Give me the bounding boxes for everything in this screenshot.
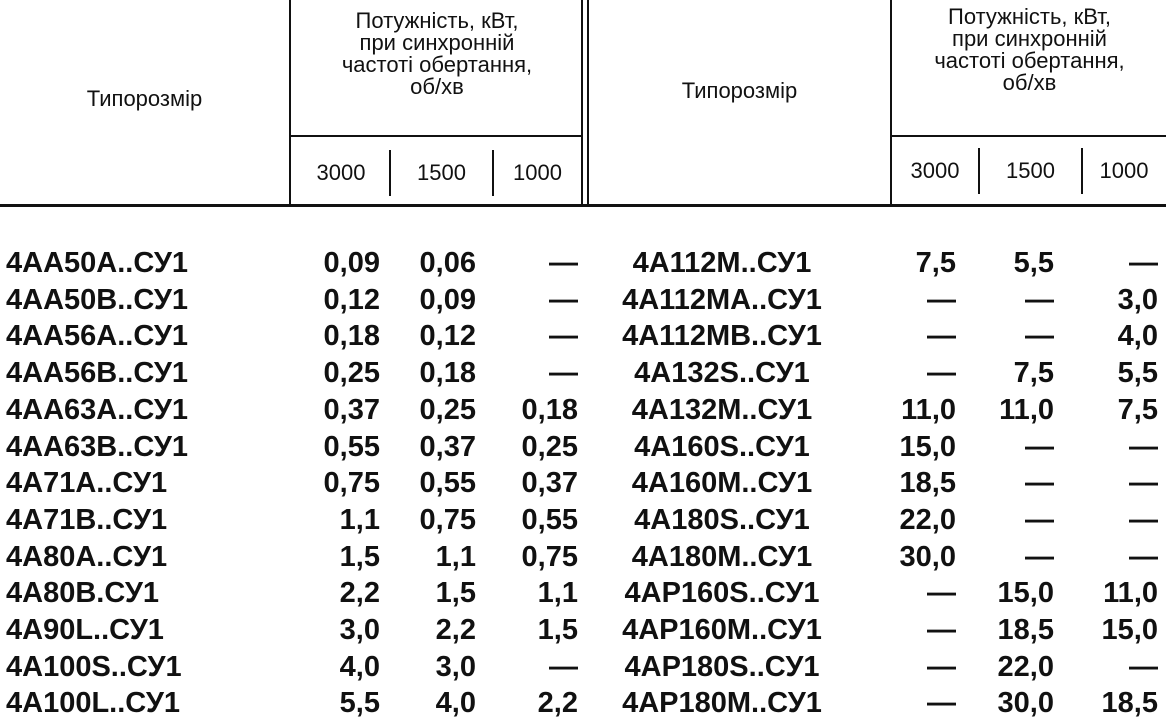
left-power-3000-cell: 0,12 [323, 283, 380, 316]
left-power-3000-cell: 3,0 [339, 614, 380, 646]
right-power-1500-cell: — [1025, 320, 1054, 353]
left-speed-1000: 1000 [513, 160, 562, 185]
right-power-3000-cell: — [927, 320, 956, 353]
center-double-separator-a [581, 0, 583, 204]
left-power-1500-cell: 1,1 [435, 540, 476, 573]
left-power-3000-cell: 1,1 [339, 503, 380, 536]
left-type-cell: 4А100L..СУ1 [6, 687, 181, 720]
left-power-1500-cell: 1,5 [435, 577, 476, 610]
right-power-1500-cell: 22,0 [997, 650, 1054, 683]
left-power-1000-cell: 0,18 [521, 393, 578, 426]
left-speed-separator-2 [492, 150, 494, 196]
left-power-1500-cell: 2,2 [435, 614, 476, 646]
right-power-1000-cell: — [1129, 650, 1158, 683]
right-power-divider-rule [892, 135, 1166, 137]
right-power-1000-cell: 4,0 [1117, 320, 1158, 353]
right-power-1500-cell: — [1025, 467, 1054, 500]
right-power-3000-cell: 7,5 [915, 247, 956, 279]
right-power-1000-cell: 18,5 [1101, 687, 1158, 720]
right-speed-3000: 3000 [910, 158, 960, 183]
right-power-1000-cell: — [1129, 503, 1158, 536]
left-type-cell: 4А80В.СУ1 [6, 577, 160, 610]
right-power-1500-cell: — [1025, 283, 1054, 316]
left-power-1000-cell: — [549, 247, 578, 279]
right-type-cell: 4А112МВ..СУ1 [622, 320, 822, 353]
left-power-1000-cell: 0,55 [521, 503, 578, 536]
right-power-1000-cell: — [1129, 540, 1158, 573]
right-power-1500-cell: 30,0 [997, 687, 1054, 720]
right-type-cell: 4А132М..СУ1 [631, 393, 813, 426]
right-speed-separator-2 [1081, 148, 1083, 194]
right-power-3000-cell: — [927, 650, 956, 683]
right-type-cell: 4А112МА..СУ1 [622, 283, 822, 316]
right-power-1500-cell: 7,5 [1013, 357, 1054, 390]
left-power-3000-cell: 1,5 [339, 540, 380, 573]
left-type-cell: 4АА63В..СУ1 [6, 430, 189, 463]
left-power-3000-cell: 5,5 [339, 687, 380, 720]
right-type-cell: 4А160М..СУ1 [631, 467, 813, 500]
right-power-1500-cell: 5,5 [1013, 247, 1054, 279]
right-power-3000-cell: — [927, 687, 956, 720]
right-type-cell: 4АР160М..СУ1 [622, 614, 822, 646]
right-power-1000-cell: 5,5 [1117, 357, 1158, 390]
left-power-3000-cell: 0,75 [323, 467, 380, 500]
left-speed-separator-1 [389, 150, 391, 196]
left-type-cell: 4АА50В..СУ1 [6, 283, 189, 316]
left-power-1000-cell: — [549, 650, 578, 683]
right-type-cell: 4АР180S..СУ1 [624, 650, 820, 683]
right-speed-separator-1 [978, 148, 980, 194]
left-power-3000-cell: 0,37 [323, 393, 380, 426]
left-power-3000-cell: 0,18 [323, 320, 380, 353]
left-power-1500-cell: 0,75 [419, 503, 476, 536]
left-power-3000-cell: 4,0 [339, 650, 380, 683]
right-type-cell: 4А160S..СУ1 [634, 430, 810, 463]
left-power-3000-cell: 0,55 [323, 430, 380, 463]
right-type-cell: 4А132S..СУ1 [634, 357, 810, 390]
left-power-1500-cell: 0,09 [419, 283, 476, 316]
left-type-cell: 4АА63А..СУ1 [6, 393, 189, 426]
right-power-1000-cell: 3,0 [1117, 283, 1158, 316]
right-speed-1000: 1000 [1099, 158, 1149, 183]
left-type-cell: 4А71А..СУ1 [6, 467, 168, 500]
right-power-1500-cell: 15,0 [997, 577, 1054, 610]
left-power-1500-cell: 3,0 [435, 650, 476, 683]
right-power-1000-cell: 7,5 [1117, 393, 1158, 426]
left-type-cell: 4А80А..СУ1 [6, 540, 168, 573]
left-type-separator [289, 0, 291, 204]
right-type-separator [890, 0, 892, 204]
left-speed-3000: 3000 [316, 160, 366, 185]
right-power-1500-cell: — [1025, 430, 1054, 463]
left-type-header: Типорозмір [86, 86, 203, 111]
right-power-1500-cell: — [1025, 540, 1054, 573]
left-power-3000-cell: 2,2 [339, 577, 380, 610]
right-power-3000-cell: 22,0 [899, 503, 956, 536]
left-power-header: Потужність, кВт, при синхронній частоті обертання, об/хв [341, 8, 533, 99]
left-power-1000-cell: — [549, 320, 578, 353]
right-power-3000-cell: 15,0 [899, 430, 956, 463]
right-type-cell: 4А112М..СУ1 [632, 247, 812, 279]
right-power-1000-cell: — [1129, 247, 1158, 279]
right-power-3000-cell: 18,5 [899, 467, 956, 500]
left-power-1500-cell: 0,37 [419, 430, 476, 463]
right-power-header: Потужність, кВт, при синхронній частоті обертання, об/хв [934, 4, 1125, 95]
left-power-3000-cell: 0,25 [323, 357, 380, 390]
right-power-3000-cell: — [927, 577, 956, 610]
right-power-3000-cell: — [927, 357, 956, 390]
right-power-1500-cell: 18,5 [997, 614, 1054, 646]
right-power-1000-cell: — [1129, 467, 1158, 500]
left-power-1000-cell: 2,2 [537, 687, 578, 720]
left-power-1500-cell: 0,12 [419, 320, 476, 353]
left-speed-1500: 1500 [417, 160, 466, 185]
left-type-cell: 4АА50А..СУ1 [6, 247, 189, 279]
left-type-cell: 4АА56В..СУ1 [6, 357, 189, 390]
left-power-1500-cell: 0,25 [419, 393, 476, 426]
right-power-1000-cell: 15,0 [1101, 614, 1158, 646]
right-speed-1500: 1500 [1006, 158, 1055, 183]
right-type-cell: 4АР160S..СУ1 [624, 577, 820, 610]
right-type-header: Типорозмір [681, 78, 798, 103]
right-power-1500-cell: — [1025, 503, 1054, 536]
left-power-1000-cell: 0,37 [521, 467, 578, 500]
left-type-cell: 4А100S..СУ1 [6, 650, 182, 683]
left-power-1000-cell: 1,1 [537, 577, 578, 610]
left-type-cell: 4А71В..СУ1 [6, 503, 168, 536]
left-power-1000-cell: — [549, 283, 578, 316]
left-type-cell: 4А90L..СУ1 [6, 614, 164, 646]
right-type-cell: 4АР180М..СУ1 [622, 687, 822, 720]
header-bottom-rule [0, 204, 1166, 207]
left-power-1500-cell: 4,0 [435, 687, 476, 720]
right-type-cell: 4А180S..СУ1 [634, 503, 810, 536]
left-power-1000-cell: 0,75 [521, 540, 578, 573]
left-power-1500-cell: 0,18 [419, 357, 476, 390]
right-power-1000-cell: 11,0 [1103, 577, 1158, 610]
right-power-3000-cell: — [927, 283, 956, 316]
left-power-3000-cell: 0,09 [323, 247, 380, 279]
right-power-3000-cell: 11,0 [901, 393, 956, 426]
left-power-1000-cell: — [549, 357, 578, 390]
right-power-1500-cell: 11,0 [999, 393, 1054, 426]
right-power-3000-cell: — [927, 614, 956, 646]
left-type-cell: 4АА56А..СУ1 [6, 320, 189, 353]
right-power-1000-cell: — [1129, 430, 1158, 463]
left-power-divider-rule [291, 135, 583, 137]
left-power-1500-cell: 0,06 [419, 247, 476, 279]
center-double-separator-b [587, 0, 589, 204]
left-power-1500-cell: 0,55 [419, 467, 476, 500]
right-type-cell: 4А180М..СУ1 [631, 540, 813, 573]
left-power-1000-cell: 1,5 [537, 614, 578, 646]
left-power-1000-cell: 0,25 [521, 430, 578, 463]
right-power-3000-cell: 30,0 [899, 540, 956, 573]
